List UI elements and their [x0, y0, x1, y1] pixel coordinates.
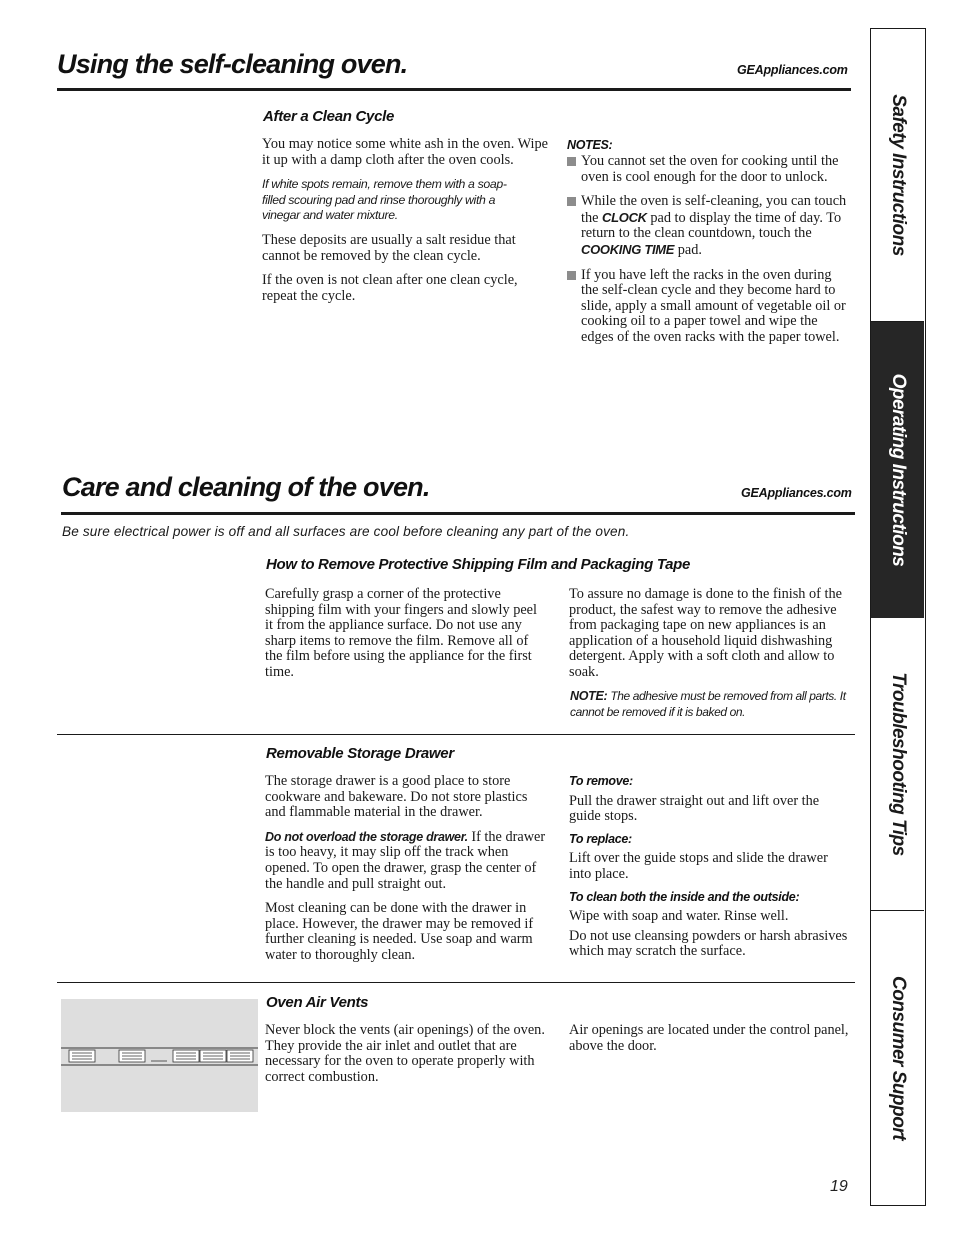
notes-list	[567, 154, 851, 355]
tab-operating-instructions[interactable]	[871, 322, 924, 618]
note-text: You cannot set the oven for cooking until the oven is cool enough for the door to unlock.	[581, 153, 839, 185]
vents-right-text: Air openings are located under the control panel, above the door.	[569, 1022, 849, 1054]
to-clean-label: To clean both the inside and the outside:	[569, 889, 800, 904]
oven-vent-illustration	[61, 999, 258, 1112]
paragraph	[265, 830, 551, 892]
film-right-text: To assure no damage is done to the finish of the product, the safest way to remove the adhesive from packaging tape on new appliances is an application of a household liquid dishwashing detergent. Apply with a soft cloth and allow to soak.	[569, 586, 842, 680]
vents-left-text: Never block the vents (air openings) of the oven. They provide the air inlet and outlet that are necessary for the oven to operate properly with correct combustion.	[265, 1022, 545, 1085]
section-divider	[57, 982, 855, 983]
subheading-air-vents: Oven Air Vents	[266, 994, 369, 1011]
paragraph: Wipe with soap and water. Rinse well.	[569, 908, 789, 925]
paragraph: Do not use cleansing powders or harsh abrasives which may scratch the surface.	[569, 927, 848, 960]
after-clean-text	[262, 137, 550, 313]
paragraph: If the oven is not clean after one clean cycle, repeat the cycle.	[262, 272, 518, 304]
paragraph-text: If the drawer is too heavy, it may slip off the track when opened. To open the drawer, grasp the center of the handle and pull straight out.	[265, 828, 546, 892]
safety-warning: Be sure electrical power is off and all surfaces are cool before cleaning any part of the oven.	[62, 524, 630, 539]
square-bullet-icon	[567, 157, 576, 166]
paragraph: The storage drawer is a good place to store cookware and bakeware. Do not store plastics and flammable material in the drawer.	[265, 773, 528, 821]
paragraph: Lift over the guide stops and slide the drawer into place.	[569, 850, 828, 882]
note-text: pad to display the time of day. To return to the clean countdown, touch the	[581, 209, 842, 242]
tab-consumer-support[interactable]	[871, 911, 924, 1204]
subheading-storage-drawer: Removable Storage Drawer	[266, 745, 454, 762]
title-rule	[61, 512, 855, 515]
paragraph: These deposits are usually a salt residue that cannot be removed by the clean cycle.	[262, 231, 516, 264]
note-item	[567, 268, 851, 346]
section-divider	[57, 734, 855, 735]
italic-paragraph: If white spots remain, remove them with a soap-filled scouring pad and rinse thoroughly with a vinegar and water mixture.	[262, 177, 507, 223]
square-bullet-icon	[567, 197, 576, 206]
note-text: If you have left the racks in the oven during the self-clean cycle and they become hard to slide, apply a small amount of vegetable oil or cooking oil to a paper towel and wipe the edges of the oven racks with the paper towel.	[581, 266, 846, 345]
cooking-time-pad-label: COOKING TIME	[581, 241, 675, 257]
section-title-self-clean: Using the self-cleaning oven.	[57, 49, 408, 79]
tab-troubleshooting-tips[interactable]	[871, 618, 924, 911]
page-number: 19	[830, 1178, 848, 1195]
film-note	[570, 689, 862, 720]
tab-label: Safety Instructions	[887, 94, 909, 256]
notes-label: NOTES:	[567, 138, 613, 152]
note-item	[567, 154, 851, 185]
clock-pad-label: CLOCK	[602, 209, 647, 225]
vent-openings-icon	[61, 999, 258, 1112]
tab-label: Troubleshooting Tips	[887, 672, 909, 856]
tab-label: Consumer Support	[887, 975, 909, 1140]
note-label: NOTE:	[570, 689, 608, 703]
site-url: GEAppliances.com	[737, 63, 848, 77]
to-replace-label: To replace:	[569, 831, 632, 846]
note-item	[567, 194, 851, 258]
section-title-care: Care and cleaning of the oven.	[62, 472, 430, 502]
to-remove-label: To remove:	[569, 774, 633, 788]
subheading-shipping-film: How to Remove Protective Shipping Film and Packaging Tape	[266, 556, 691, 573]
paragraph: Pull the drawer straight out and lift over the guide stops.	[569, 792, 820, 825]
overload-warning: Do not overload the storage drawer.	[265, 829, 468, 844]
subheading-after-clean: After a Clean Cycle	[263, 108, 395, 125]
tab-safety-instructions[interactable]	[871, 29, 924, 322]
note-text: pad.	[674, 241, 702, 258]
section-tabs	[870, 28, 926, 1206]
square-bullet-icon	[567, 271, 576, 280]
paragraph: Most cleaning can be done with the drawer in place. However, the drawer may be removed if further cleaning is needed. Use soap and warm water to thoroughly clean.	[265, 900, 534, 963]
drawer-left-text	[265, 774, 551, 973]
tab-label: Operating Instructions	[887, 373, 909, 567]
film-left-text: Carefully grasp a corner of the protective shipping film with your fingers and slowly peel it from the appliance surface. Do not use any sharp items to remove the film. Remove all of the film before using the appliance for the first time.	[265, 586, 538, 680]
note-text: The adhesive must be removed from all parts. It cannot be removed if it is baked on.	[570, 689, 846, 719]
site-url: GEAppliances.com	[741, 486, 852, 500]
title-rule	[57, 88, 851, 91]
paragraph: You may notice some white ash in the oven. Wipe it up with a damp cloth after the oven cools.	[262, 136, 548, 168]
drawer-right-text	[569, 774, 851, 969]
note-text: While the oven is self-cleaning, you can touch the	[581, 193, 847, 226]
